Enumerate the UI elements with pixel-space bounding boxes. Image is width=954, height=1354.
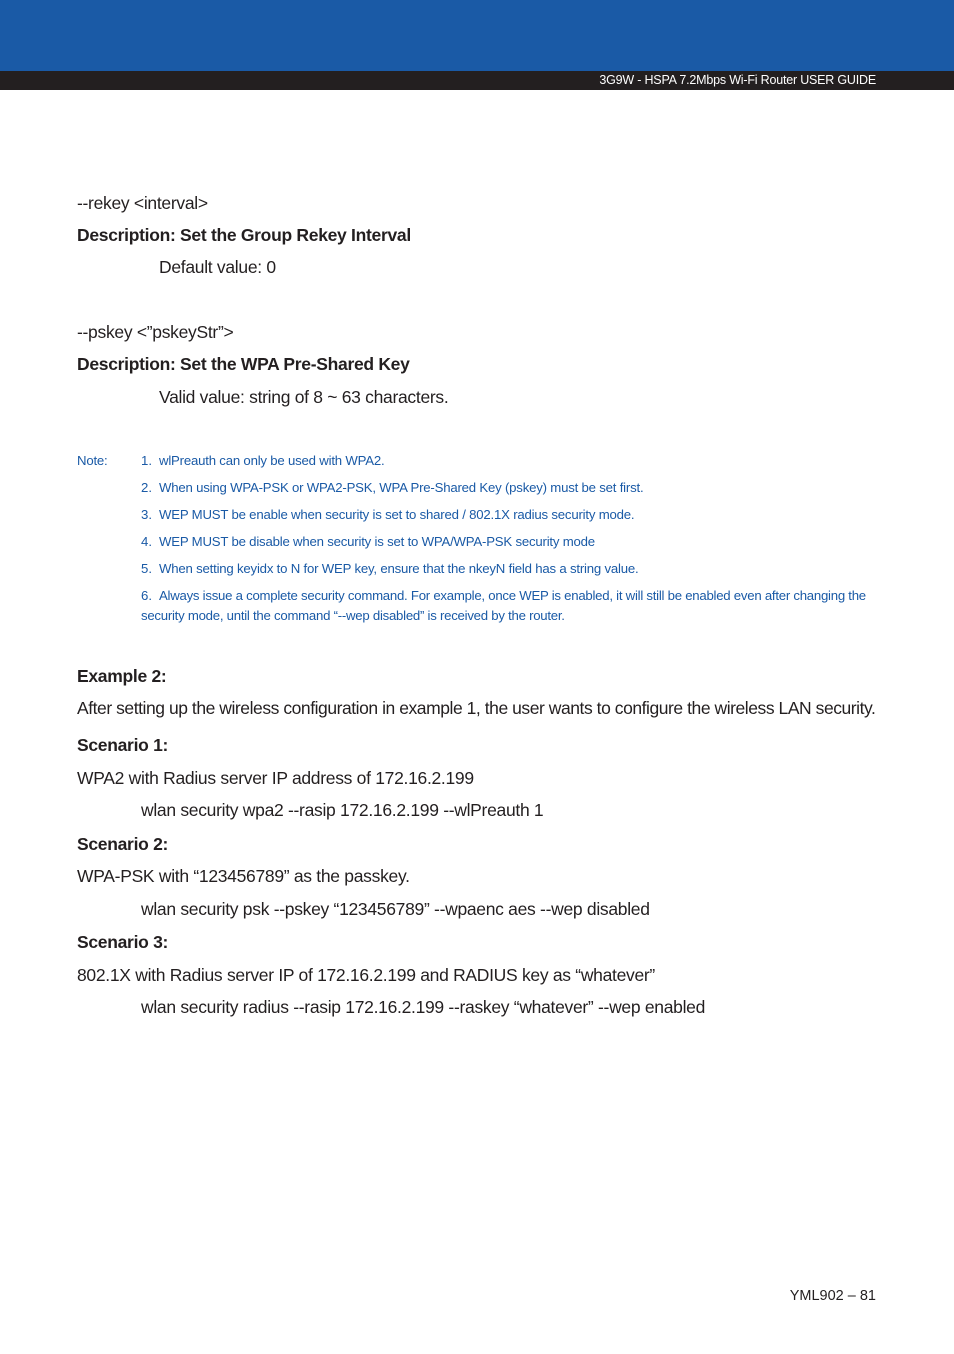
note-label: Note: — [77, 453, 108, 468]
scenario-heading: Scenario 3: — [77, 932, 169, 952]
note-item-text: Always issue a complete security command. For example, once WEP is enabled, it will still be enabled even after changing the security mode, until the command “--wep disabled” is received by the router. — [141, 588, 866, 623]
note-item-number: 6. — [141, 588, 152, 603]
scenario-command: wlan security radius --rasip 172.16.2.199 --raskey “whatever” --wep enabled — [141, 997, 706, 1017]
pskey-option: --pskey <”pskeyStr”> — [77, 322, 234, 342]
pskey-description: Description: Set the WPA Pre-Shared Key — [77, 354, 410, 374]
example-heading: Example 2: — [77, 666, 167, 686]
guide-title: 3G9W - HSPA 7.2Mbps Wi-Fi Router USER GUIDE — [599, 73, 876, 87]
note-item-number: 5. — [141, 561, 152, 576]
header-bar — [0, 71, 954, 90]
note-item-number: 1. — [141, 453, 152, 468]
scenario-command: wlan security wpa2 --rasip 172.16.2.199 --wlPreauth 1 — [141, 800, 544, 820]
note-item-text: wlPreauth can only be used with WPA2. — [159, 453, 385, 468]
note-item-text: WEP MUST be enable when security is set to shared / 802.1X radius security mode. — [159, 507, 635, 522]
page-number: YML902 – 81 — [789, 1288, 876, 1304]
pskey-valid: Valid value: string of 8 ~ 63 characters. — [159, 387, 449, 407]
note-item-number: 4. — [141, 534, 152, 549]
note-item-number: 3. — [141, 507, 152, 522]
rekey-option: --rekey <interval> — [77, 193, 208, 213]
header-band — [0, 0, 954, 71]
rekey-default: Default value: 0 — [159, 257, 276, 277]
scenario-command: wlan security psk --pskey “123456789” --wpaenc aes --wep disabled — [141, 899, 650, 919]
note-item-text: When using WPA-PSK or WPA2-PSK, WPA Pre-Shared Key (pskey) must be set first. — [159, 480, 644, 495]
example-intro: After setting up the wireless configuration in example 1, the user wants to configure the wireless LAN security. — [77, 698, 876, 718]
scenario-description: WPA-PSK with “123456789” as the passkey. — [77, 866, 410, 886]
scenario-description: 802.1X with Radius server IP of 172.16.2.199 and RADIUS key as “whatever” — [77, 965, 655, 985]
note-item-number: 2. — [141, 480, 152, 495]
note-item-text: When setting keyidx to N for WEP key, ensure that the nkeyN field has a string value. — [159, 561, 639, 576]
scenario-description: WPA2 with Radius server IP address of 172.16.2.199 — [77, 768, 474, 788]
rekey-description: Description: Set the Group Rekey Interval — [77, 225, 411, 245]
scenario-heading: Scenario 2: — [77, 834, 169, 854]
scenario-heading: Scenario 1: — [77, 735, 169, 755]
note-item-text: WEP MUST be disable when security is set to WPA/WPA-PSK security mode — [159, 534, 595, 549]
